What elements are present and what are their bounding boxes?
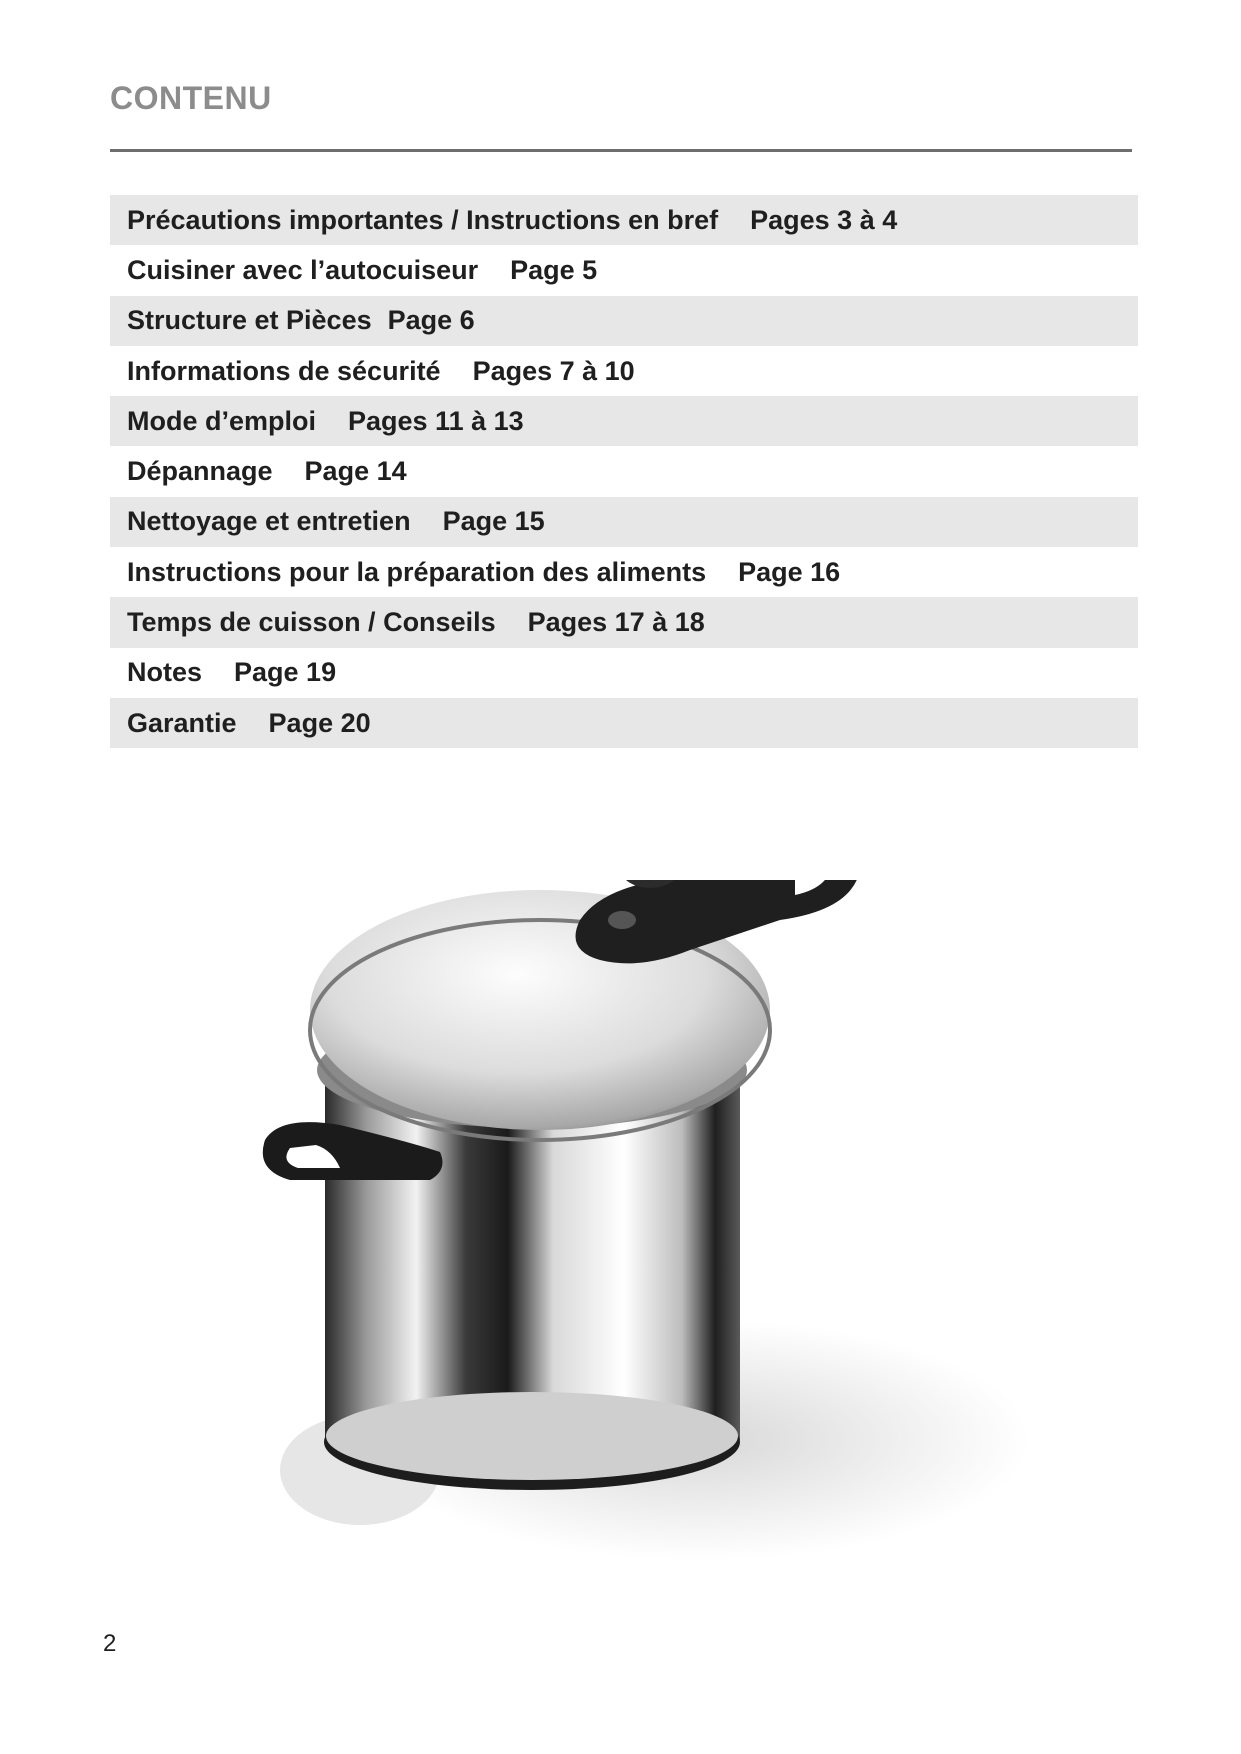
toc-entry[interactable] [110, 597, 1138, 647]
pressure-cooker-icon [220, 880, 1080, 1640]
toc-entry-pages: Pages 7 à 10 [472, 355, 635, 386]
toc-entry-pages: Page 19 [234, 657, 337, 688]
toc-entry[interactable] [110, 195, 1138, 245]
table-of-contents [110, 195, 1138, 748]
page-number: 2 [103, 1630, 117, 1657]
toc-entry-pages: Page 6 [387, 305, 475, 336]
toc-entry-title: Précautions importantes / Instructions en bref [127, 204, 719, 235]
toc-entry-title: Structure et Pièces [127, 305, 372, 336]
toc-entry-title: Mode d’emploi [127, 405, 316, 436]
toc-entry-pages: Page 15 [442, 506, 545, 537]
toc-entry-title: Notes [127, 657, 203, 688]
toc-entry[interactable] [110, 245, 1138, 295]
title-divider [110, 149, 1132, 152]
toc-entry[interactable] [110, 648, 1138, 698]
toc-entry[interactable] [110, 346, 1138, 396]
toc-entry[interactable] [110, 396, 1138, 446]
toc-entry-title: Informations de sécurité [127, 355, 441, 386]
toc-entry-title: Dépannage [127, 456, 273, 487]
toc-entry[interactable] [110, 296, 1138, 346]
toc-entry-pages: Pages 3 à 4 [750, 204, 898, 235]
toc-entry[interactable] [110, 446, 1138, 496]
toc-entry-title: Nettoyage et entretien [127, 506, 411, 537]
toc-entry-title: Temps de cuisson / Conseils [127, 607, 496, 638]
toc-entry-title: Cuisiner avec l’autocuiseur [127, 254, 479, 285]
toc-entry-pages: Pages 11 à 13 [348, 405, 524, 436]
toc-entry-pages: Pages 17 à 18 [527, 607, 705, 638]
toc-entry-pages: Page 16 [738, 556, 841, 587]
toc-entry-title: Garantie [127, 707, 237, 738]
toc-entry[interactable] [110, 547, 1138, 597]
toc-entry[interactable] [110, 698, 1138, 748]
toc-entry-pages: Page 5 [510, 254, 598, 285]
toc-entry-pages: Page 14 [304, 456, 407, 487]
page-title: CONTENU [110, 80, 272, 116]
toc-entry-title: Instructions pour la préparation des aliments [127, 556, 707, 587]
toc-entry-pages: Page 20 [268, 707, 371, 738]
toc-entry[interactable] [110, 497, 1138, 547]
